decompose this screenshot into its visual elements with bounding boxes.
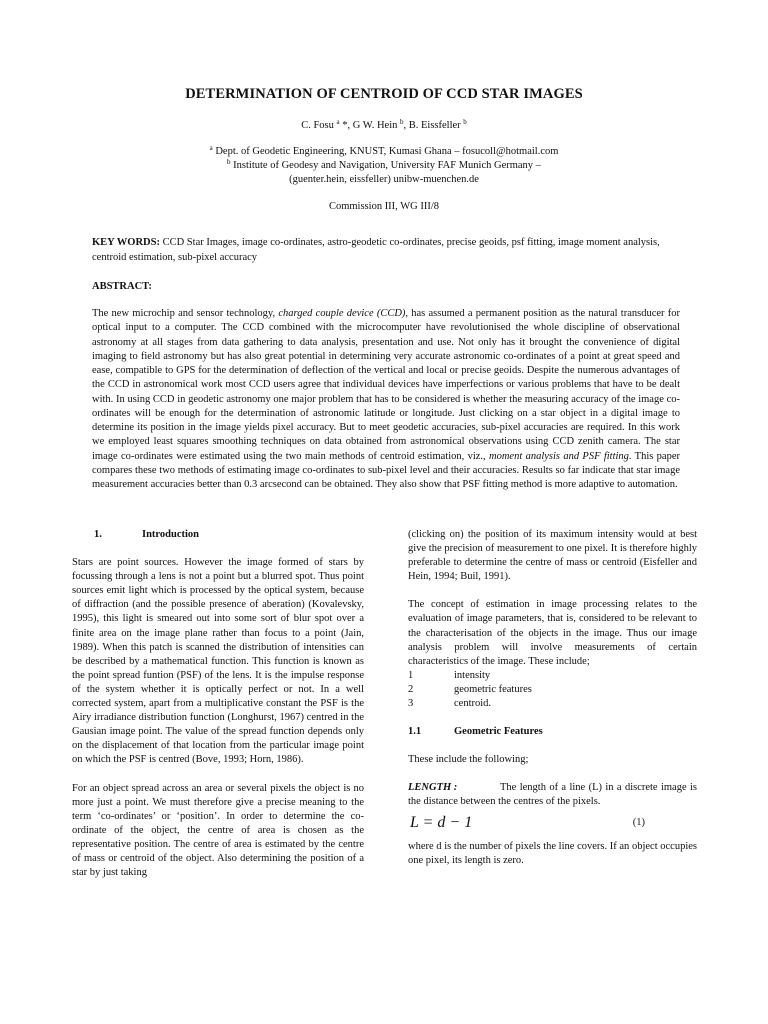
list-item — [408, 697, 697, 711]
subsection-number: 1.1 — [408, 726, 422, 738]
author-name: G W. Hein — [352, 120, 398, 131]
list-number: 2 — [408, 683, 414, 695]
keywords-label: KEY WORDS: — [92, 237, 160, 248]
commission-line: Commission III, WG III/8 — [328, 201, 440, 212]
section-number: 1. — [94, 529, 102, 540]
affiliation-line — [0, 173, 768, 187]
list-text: centroid. — [454, 698, 492, 710]
body-paragraph: These include the following; — [408, 754, 529, 766]
characteristics-list — [408, 669, 697, 711]
length-label: LENGTH : — [408, 782, 458, 794]
abstract-part: , has assumed a permanent position as the natural transducer for optical input to a computer. The CCD combined with the microcomputer have revolutionised the whole discipline of observational astronomy at all stages from data gathering to data analysis, presentation and use. Not only has it brought the convenience of digital imaging to field astronomy but has also great potential in determining very accurate astronomic co-ordinates of a point at great speed and ease, compatible to GPS for the determination of deflection of the vertical and local or precise geoids. Despite the numerous advantages of the CCD in astronomical work most CCD users agree that individual devices have imperfections or various problems that have to be dealt with. In using CCD in geodetic astronomy one major problem that has to be considered is whether the measuring accuracy of the image co-ordinates will be enough for the determination of astronomic latitude or longitude. Just clicking on a star object in a digital image to determine its position in the image yields pixel accuracy. But to meet geodetic accuracies, sub-pixel accuracies are required. In this work we employed least squares smoothing techniques on data obtained from astronomical observations using CCD zenith camera. The star image co-ordinates were estimated using the two main methods of centroid estimation, viz., — [92, 308, 680, 462]
equation-1 — [408, 813, 697, 831]
right-column — [408, 528, 697, 882]
length-definition — [408, 781, 697, 809]
abstract-emphasis: charged couple device (CCD) — [278, 308, 406, 319]
abstract-heading: ABSTRACT: — [92, 281, 152, 292]
keywords-block — [92, 236, 680, 265]
affiliation-text: Institute of Geodesy and Navigation, University FAF Munich Germany – — [230, 160, 541, 171]
length-text: The length of a line (L) in a discrete image is the distance between the centres of the pixels. — [408, 782, 697, 808]
affiliation-mark: b — [227, 158, 231, 166]
affiliation-mark: a — [209, 144, 213, 152]
list-text: intensity — [454, 669, 491, 681]
body-paragraph: (clicking on) the position of its maximum intensity would at best give the precision of measurement to one pixel. It is therefore highly preferable to determine the centre of mass or centroid (Eisfeller and Hein, 1994; Buil, 1991). — [408, 529, 697, 583]
list-item — [408, 683, 697, 697]
subsection-title: Geometric Features — [454, 726, 543, 738]
affiliation-line — [0, 145, 768, 159]
keywords-text: CCD Star Images, image co-ordinates, astro-geodetic co-ordinates, precise geoids, psf fitting, image moment analysis, centroid estimation, sub-pixel accuracy — [92, 237, 660, 263]
paper-title: DETERMINATION OF CENTROID OF CCD STAR IMAGES — [185, 86, 583, 102]
affiliation-text: Dept. of Geodetic Engineering, KNUST, Kumasi Ghana – fosucoll@hotmail.com — [212, 146, 559, 157]
subsection-heading-geometric-features — [408, 725, 697, 739]
author-line: C. Fosu $^a$ *, G W. Hein $^b$, B. Eissfeller $^b$ — [301, 118, 467, 131]
author-name: C. Fosu — [301, 120, 334, 131]
author-affiliation-mark: a — [336, 118, 340, 126]
affiliations — [0, 145, 768, 187]
left-column — [72, 528, 364, 894]
section-heading-introduction — [72, 528, 364, 542]
list-number: 1 — [408, 669, 414, 681]
body-paragraph: Stars are point sources. However the image formed of stars by focussing through a lens is not a point but a blurred spot. Thus point sources emit light which is processed by the optical system, because of diffraction (and the possible presence of aberation) (Kovalevsky, 1995), this light is smeared out into some sort of blur spot over a finite area on the image plane rather than focus to a point (Jain, 1989). When this patch is scanned the distribution of intensities can be described by a mathematical function. This function is known as the point spread funtion (PSF) of the lens. It is the impulse response of the system whether it is optically perfect or not. In a well corrected system, apart from a multiplicative constant the PSF is the Airy irradiance distribution function (Longhurst, 1967) centred in the Gausian image point. The value of the spread function depends only on the displacement of that location from the particular image point on which the PSF is centred (Bove, 1993; Horn, 1986). — [72, 557, 364, 766]
abstract-part: . This paper compares these two methods of estimating image co-ordinates to sub-pixel level and their accuracies. Results so far indicate that star image measurement accuracies better than 0.3 arcsecond can be obtained. They also show that PSF fitting method is more adaptive to automation. — [92, 450, 680, 490]
body-paragraph: where d is the number of pixels the line covers. If an object occupies one pixel, its length is zero. — [408, 840, 697, 866]
list-text: geometric features — [454, 683, 532, 695]
equation-body: L = d − 1 — [410, 813, 473, 831]
body-paragraph: For an object spread across an area or several pixels the object is no more just a point. We must therefore give a precise meaning to the term ‘co-ordinates’ or ‘position’. In order to determine the co-ordinate of the object, the centre of area is chosen as the representative position. The centre of area is estimated by the centre of mass or centroid of the object. Also determining the position of a star by just taking — [72, 782, 364, 879]
abstract-part: The new microchip and sensor technology, — [92, 308, 279, 319]
list-number: 3 — [408, 698, 414, 710]
author-affiliation-mark: b — [400, 118, 404, 126]
abstract-emphasis: moment analysis and PSF fitting — [489, 450, 629, 462]
list-item — [408, 669, 697, 683]
affiliation-line — [0, 159, 768, 173]
body-paragraph: The concept of estimation in image processing relates to the evaluation of image parameters, that is, considered to be relevant to the characterisation of the objects in the image. Thus our image analysis problem will involve measurements of certain characteristics of the image. These include; — [408, 599, 697, 667]
equation-number: (1) — [632, 816, 645, 828]
abstract-text — [92, 307, 680, 492]
corresponding-author-mark: * — [339, 120, 348, 131]
section-title: Introduction — [142, 529, 199, 540]
affiliation-text: (guenter.hein, eissfeller) unibw-muenchen.de — [289, 174, 479, 185]
author-name: B. Eissfeller — [408, 120, 461, 131]
author-affiliation-mark: b — [463, 118, 467, 126]
